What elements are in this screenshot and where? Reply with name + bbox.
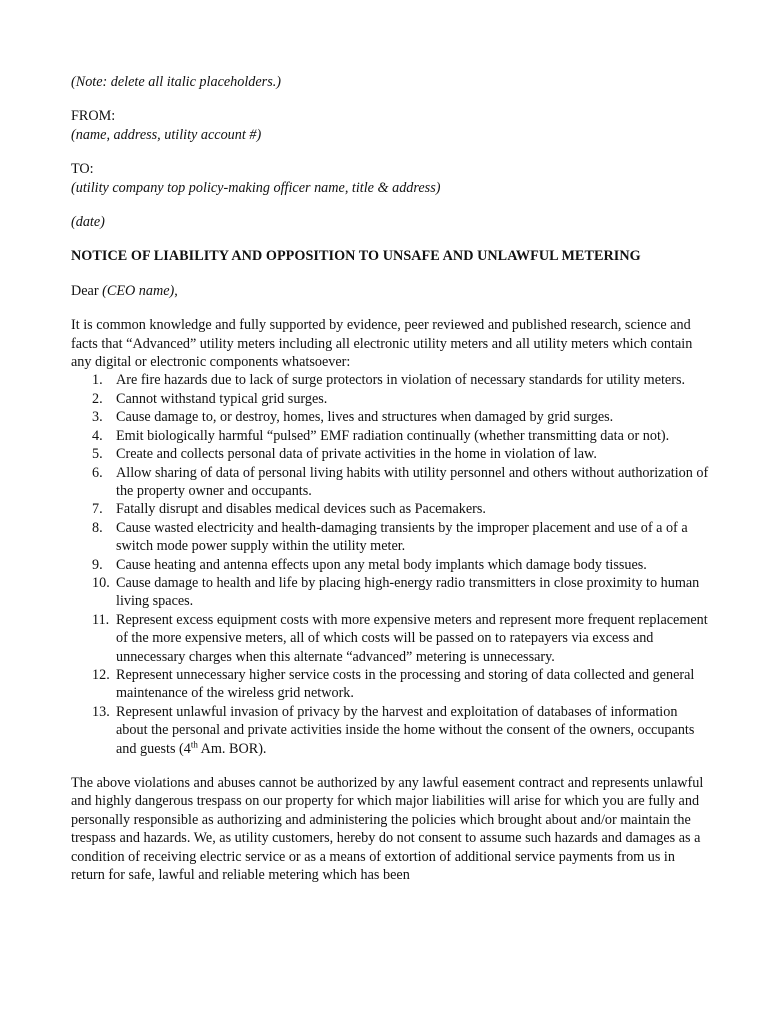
list-item: 9. Cause heating and antenna effects upon any metal body implants which damage body tissues. [92,556,647,573]
list-item: 11. Represent excess equipment costs with more expensive meters and represent more frequent replacement of the more expensive meters, all of which costs will be passed on to ratepayers via excess and unnecessary charges when this alternate “advanced” metering is unnecessary. [92,611,708,665]
document-title: NOTICE OF LIABILITY AND OPPOSITION TO UNSAFE AND UNLAWFUL METERING [71,248,641,265]
list-item: 7. Fatally disrupt and disables medical devices such as Pacemakers. [92,501,486,518]
list-item: 12. Represent unnecessary higher service costs in the processing and storing of data collected and general maintenance of the wireless grid network. [92,666,695,702]
intro-paragraph: It is common knowledge and fully supported by evidence, peer reviewed and published research, science and facts that “Advanced” utility meters including all electronic utility meters and all utility meters which contain any digital or electronic components whatsoever: [71,317,693,371]
list-item: 10. Cause damage to health and life by placing high-energy radio transmitters in close proximity to human living spaces. [92,574,700,610]
salutation [71,282,711,300]
hazard-list [71,371,711,758]
from-placeholder: (name, address, utility account #) [71,126,262,143]
from-label: FROM: [71,108,116,125]
salutation-prefix: Dear [71,282,103,299]
to-placeholder: (utility company top policy-making officer name, title & address) [71,179,441,196]
list-item: 6. Allow sharing of data of personal living habits with utility personnel and others without authorization of the property owner and occupants. [92,464,709,499]
list-item: 3. Cause damage to, or destroy, homes, lives and structures when damaged by grid surges. [92,409,614,426]
list-item: 4. Emit biologically harmful “pulsed” EMF radiation continually (whether transmitting data or not). [92,427,670,444]
closing-paragraph: The above violations and abuses cannot be authorized by any lawful easement contract and represents unlawful and highly dangerous trespass on our property for which major liabilities will arise for which you are fully and personally responsible as authorizing and administering the policies which brought about and/or maintain the trespass and hazards. We, as utility customers, hereby do not consent to assume such hazards and damages as a condition of receiving electric service or as a means of extortion of additional service payments from us in return for safe, lawful and reliable metering which has been [71,775,704,884]
salutation-name: (CEO name) [102,282,175,299]
date-placeholder: (date) [71,214,105,231]
document-page [71,73,711,884]
list-item: 13. Represent unlawful invasion of privacy by the harvest and exploitation of databases of information about the personal and private activities inside the home without the consent of the owners, occupants and guests (4th Am. BOR). [92,703,695,757]
salutation-suffix: , [174,282,178,299]
note-placeholder: (Note: delete all italic placeholders.) [71,74,281,90]
list-item: 2. Cannot withstand typical grid surges. [92,390,328,407]
list-item: 8. Cause wasted electricity and health-damaging transients by the improper placement and use of a of a switch mode power supply within the utility meter. [92,519,688,555]
to-label: TO: [71,161,94,178]
list-item: 5. Create and collects personal data of private activities in the home in violation of law. [92,446,597,463]
list-item: 1. Are fire hazards due to lack of surge protectors in violation of necessary standards for utility meters. [92,372,686,389]
